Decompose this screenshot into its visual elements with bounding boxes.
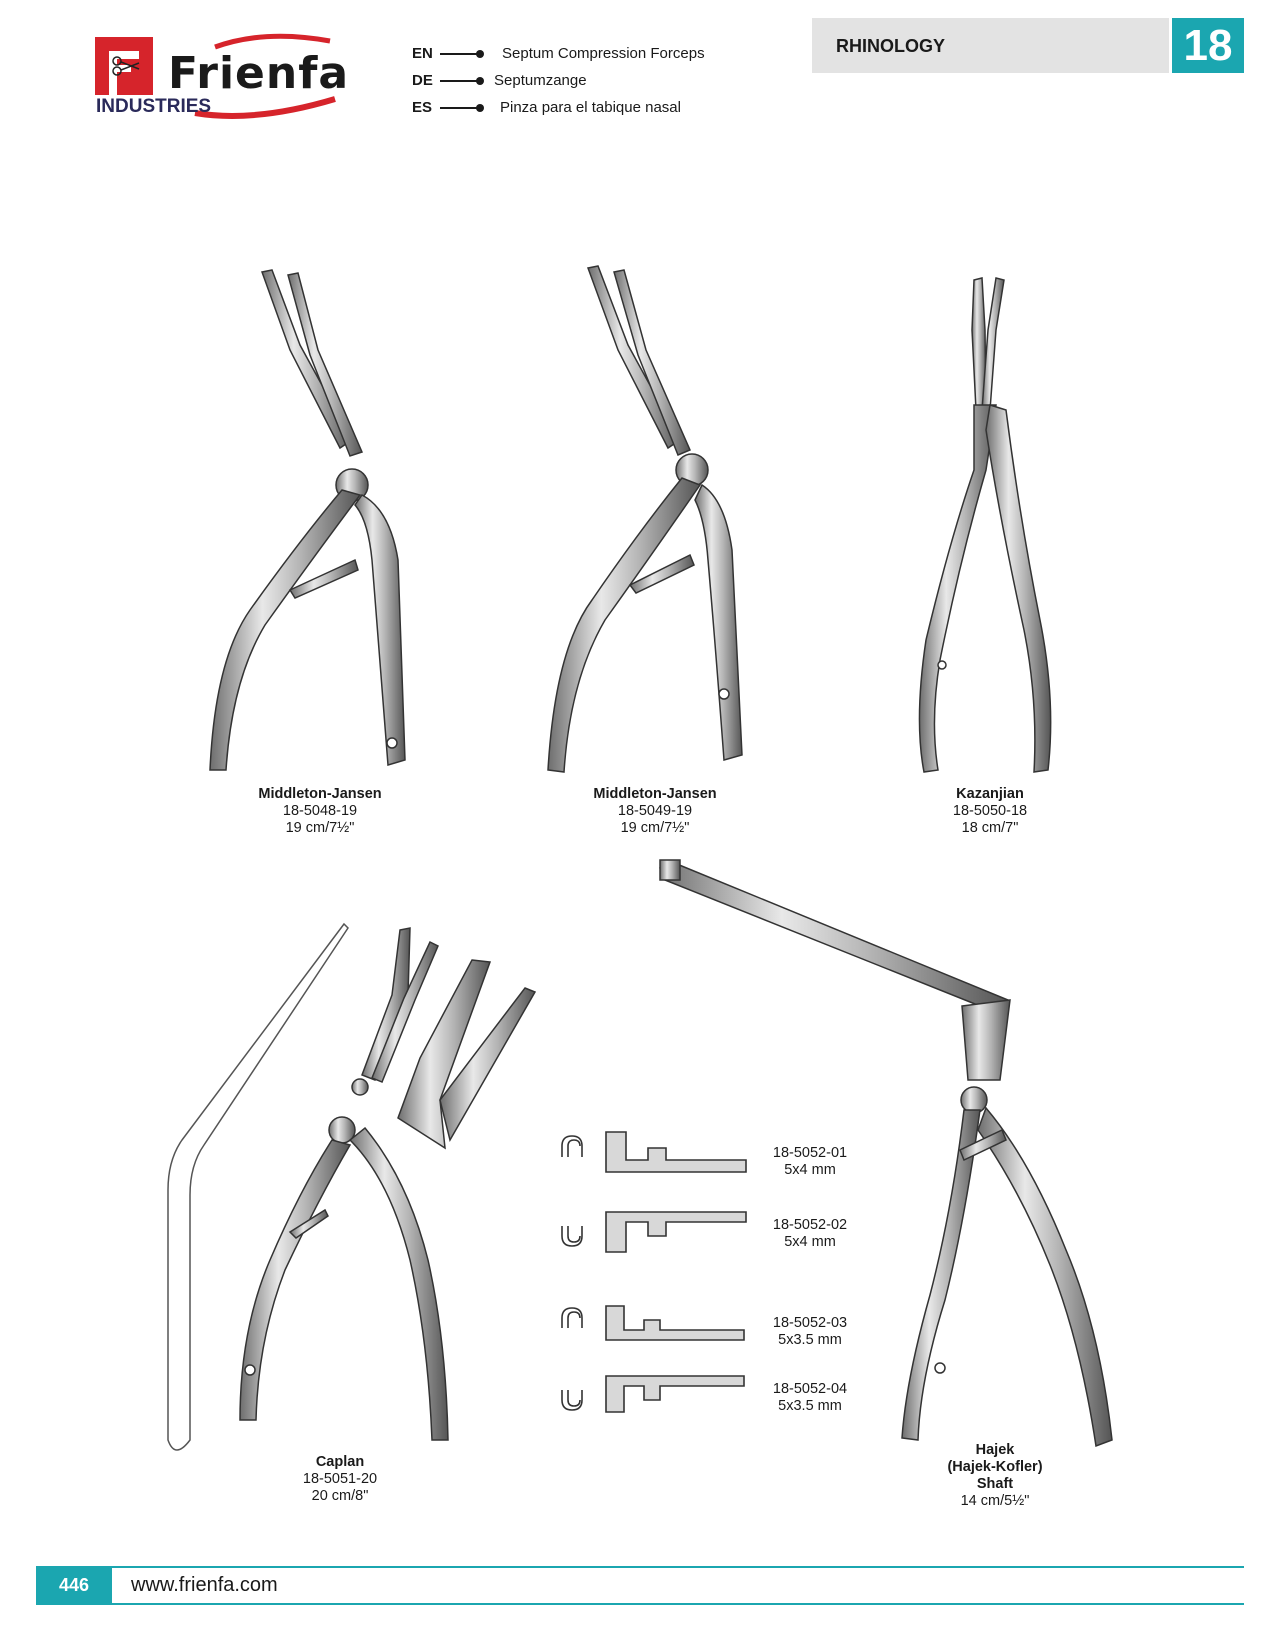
product-name-line: Hajek — [975, 1442, 1015, 1458]
page-number: 446 — [36, 1566, 112, 1605]
product-name: Caplan — [315, 1454, 365, 1470]
product-code: 18-5048-19 — [282, 803, 358, 819]
instrument-middleton-jansen-2 — [548, 266, 742, 772]
language-code: EN — [412, 45, 433, 62]
language-code: DE — [412, 72, 433, 89]
product-code: 18-5049-19 — [617, 803, 693, 819]
footer-rule-bottom — [36, 1603, 1244, 1605]
instrument-caplan — [240, 928, 448, 1440]
tip-size: 5x4 mm — [784, 1162, 836, 1178]
language-text: Pinza para el tabique nasal — [500, 99, 681, 116]
tip-profile-icon — [562, 1390, 582, 1410]
tip-profile-icon — [562, 1226, 582, 1246]
product-caption — [220, 786, 420, 837]
product-size: 18 cm/7" — [961, 820, 1019, 836]
brand-name: Frienfa — [168, 48, 350, 99]
tip-code: 18-5052-04 — [772, 1381, 848, 1397]
tip-size: 5x3.5 mm — [778, 1332, 842, 1348]
product-caption — [555, 786, 755, 837]
tip-caption — [760, 1217, 860, 1251]
tip-jaw-icon — [606, 1132, 746, 1172]
tip-code: 18-5052-02 — [772, 1217, 848, 1233]
language-text: Septum Compression Forceps — [502, 45, 705, 62]
tip-caption — [760, 1315, 860, 1349]
section-title: RHINOLOGY — [836, 36, 946, 56]
product-caption — [255, 1454, 425, 1505]
tip-jaw-icon — [606, 1376, 744, 1412]
product-name-line: Shaft — [976, 1476, 1014, 1492]
tip-jaw-icon — [606, 1306, 744, 1340]
tip-profile-icon — [562, 1308, 582, 1328]
footer-rule-top — [36, 1566, 1244, 1568]
website-link[interactable]: www.frienfa.com — [131, 1574, 278, 1596]
product-caption — [910, 1442, 1080, 1510]
product-name: Middleton-Jansen — [593, 786, 717, 802]
tip-profile-icon — [562, 1136, 582, 1157]
tip-caption — [760, 1145, 860, 1179]
product-name-line: (Hajek-Kofler) — [947, 1459, 1043, 1475]
product-name: Middleton-Jansen — [258, 786, 382, 802]
product-size: 19 cm/7½" — [620, 820, 690, 836]
tip-jaw-icon — [606, 1212, 746, 1252]
tip-code: 18-5052-03 — [772, 1315, 848, 1331]
language-code: ES — [412, 99, 433, 116]
product-code: 18-5051-20 — [302, 1471, 378, 1487]
instrument-hajek — [660, 860, 1112, 1446]
tip-caption — [760, 1381, 860, 1415]
tip-size: 5x3.5 mm — [778, 1398, 842, 1414]
tip-variant-icons — [562, 1132, 746, 1412]
language-text: Septumzange — [494, 72, 587, 89]
brand-subtitle: INDUSTRIES — [96, 96, 212, 117]
product-code: 18-5050-18 — [952, 803, 1028, 819]
instrument-middleton-jansen-1 — [210, 270, 405, 770]
product-size: 20 cm/8" — [311, 1488, 369, 1504]
tip-code: 18-5052-01 — [772, 1145, 848, 1161]
product-size: 14 cm/5½" — [960, 1493, 1030, 1509]
instrument-kazanjian — [919, 278, 1050, 772]
product-size: 19 cm/7½" — [285, 820, 355, 836]
product-caption — [900, 786, 1080, 837]
chapter-number: 18 — [1172, 18, 1244, 73]
product-name: Kazanjian — [956, 786, 1024, 802]
tip-size: 5x4 mm — [784, 1234, 836, 1250]
